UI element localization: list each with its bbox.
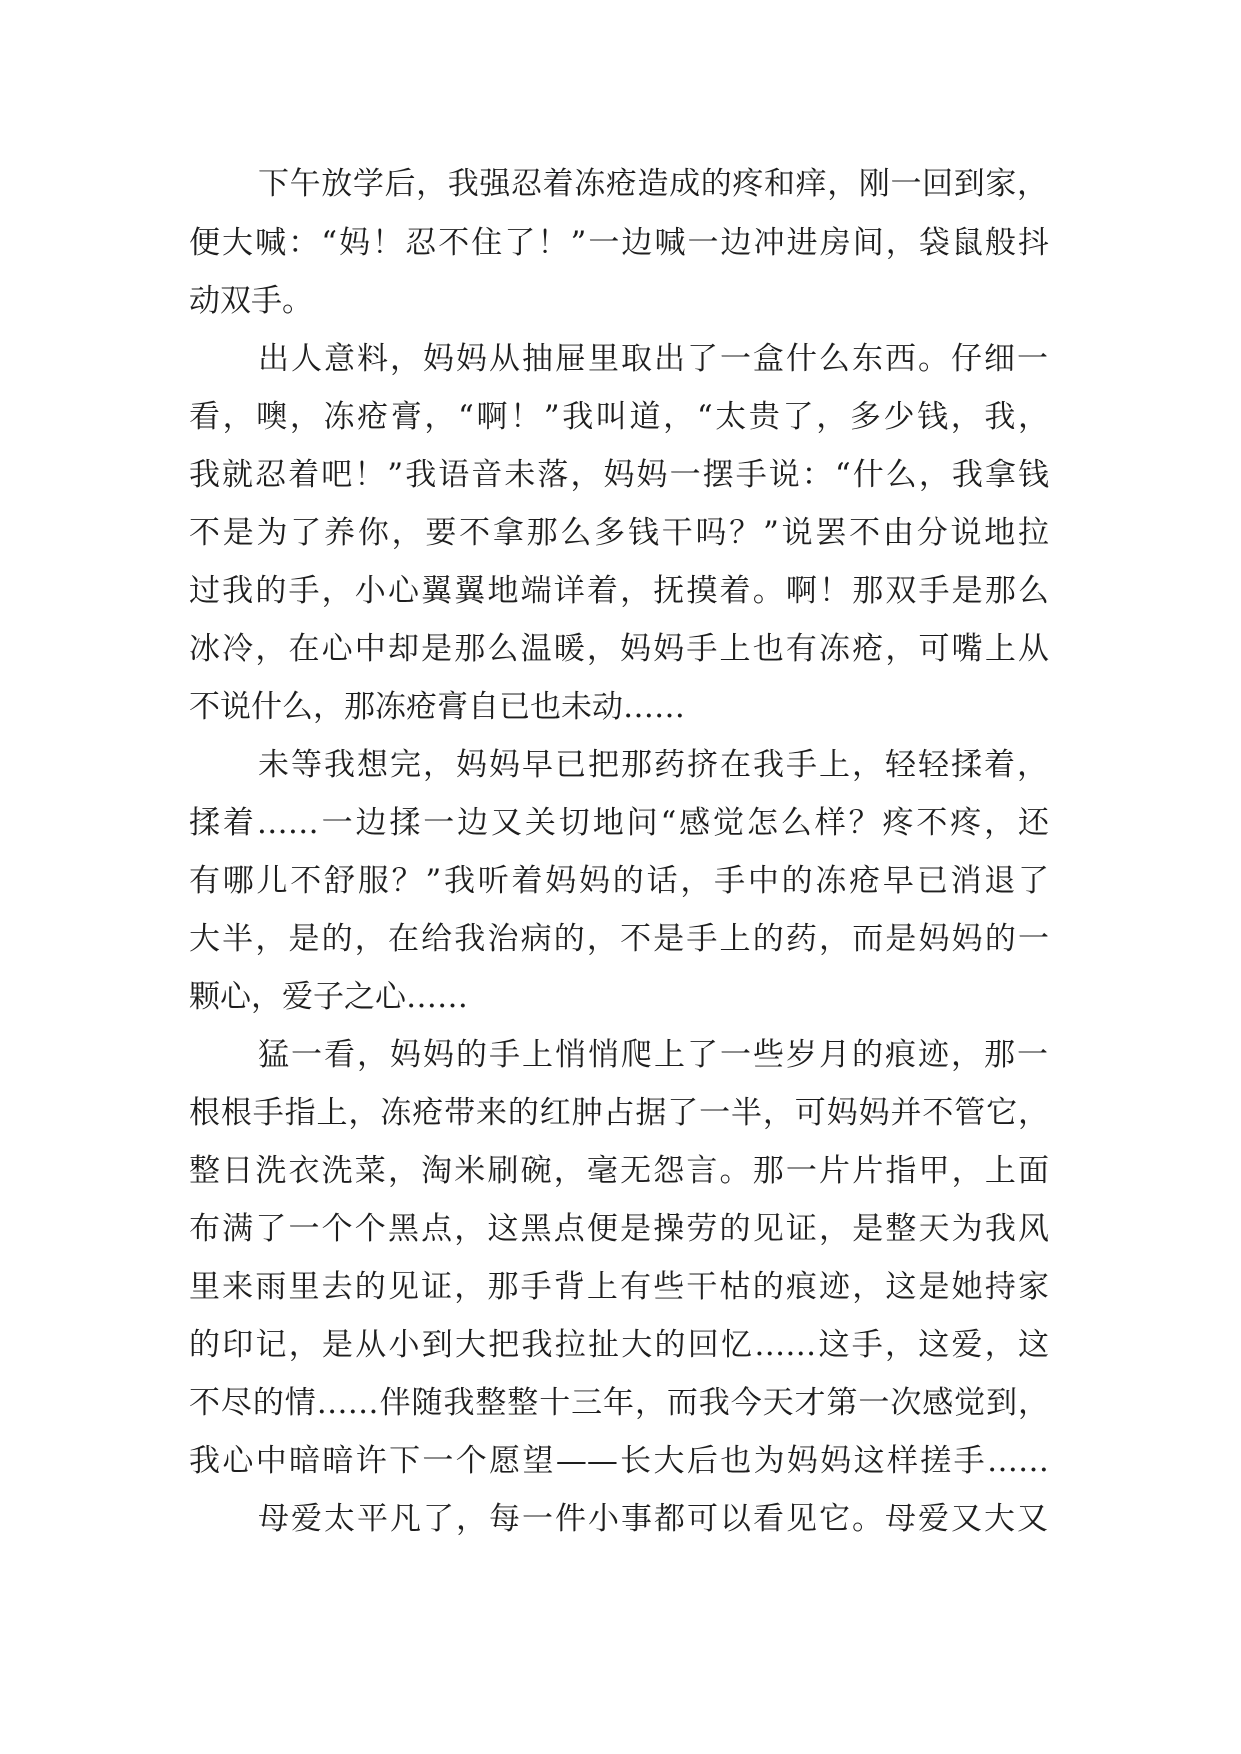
text-line: 猛一看，妈妈的手上悄悄爬上了一些岁月的痕迹，那一: [258, 1037, 1048, 1073]
text-line: 不说什么，那冻疮膏自已也未动……: [189, 689, 685, 725]
text-line: 冰冷，在心中却是那么温暖，妈妈手上也有冻疮，可嘴上从: [189, 631, 1049, 667]
text-line: 整日洗衣洗菜，淘米刷碗，毫无怨言。那一片片指甲，上面: [189, 1153, 1049, 1189]
text-line: 根根手指上，冻疮带来的红肿占据了一半，可妈妈并不管它，: [189, 1095, 1049, 1131]
text-line: 动双手。: [189, 283, 313, 319]
text-line: 看，噢，冻疮膏，“啊！”我叫道，“太贵了，多少钱，我，: [189, 399, 1049, 435]
text-line: 布满了一个个黑点，这黑点便是操劳的见证，是整天为我风: [189, 1211, 1049, 1247]
text-line: 的印记，是从小到大把我拉扯大的回忆……这手，这爱，这: [189, 1327, 1049, 1363]
text-line: 里来雨里去的见证，那手背上有些干枯的痕迹，这是她持家: [189, 1269, 1049, 1305]
text-line: 我就忍着吧！”我语音未落，妈妈一摆手说：“什么，我拿钱: [189, 457, 1049, 493]
text-line: 揉着……一边揉一边又关切地问“感觉怎么样？疼不疼，还: [189, 805, 1049, 841]
text-line: 有哪儿不舒服？”我听着妈妈的话，手中的冻疮早已消退了: [189, 863, 1049, 899]
text-line: 不尽的情……伴随我整整十三年，而我今天才第一次感觉到，: [189, 1385, 1049, 1421]
text-line: 过我的手，小心翼翼地端详着，抚摸着。啊！那双手是那么: [189, 573, 1049, 609]
text-line: 出人意料，妈妈从抽屉里取出了一盒什么东西。仔细一: [258, 341, 1048, 377]
text-line: 便大喊：“妈！忍不住了！”一边喊一边冲进房间，袋鼠般抖: [189, 225, 1049, 261]
text-line: 母爱太平凡了，每一件小事都可以看见它。母爱又大又: [258, 1501, 1048, 1537]
text-line: 未等我想完，妈妈早已把那药挤在我手上，轻轻揉着，: [258, 747, 1048, 783]
text-line: 大半，是的，在给我治病的，不是手上的药，而是妈妈的一: [189, 921, 1049, 957]
text-line: 下午放学后，我强忍着冻疮造成的疼和痒，刚一回到家，: [258, 166, 1048, 202]
text-line: 不是为了养你，要不拿那么多钱干吗？”说罢不由分说地拉: [189, 515, 1049, 551]
text-line: 我心中暗暗许下一个愿望——长大后也为妈妈这样搓手……: [189, 1443, 1049, 1479]
text-line: 颗心，爱子之心……: [189, 979, 468, 1015]
